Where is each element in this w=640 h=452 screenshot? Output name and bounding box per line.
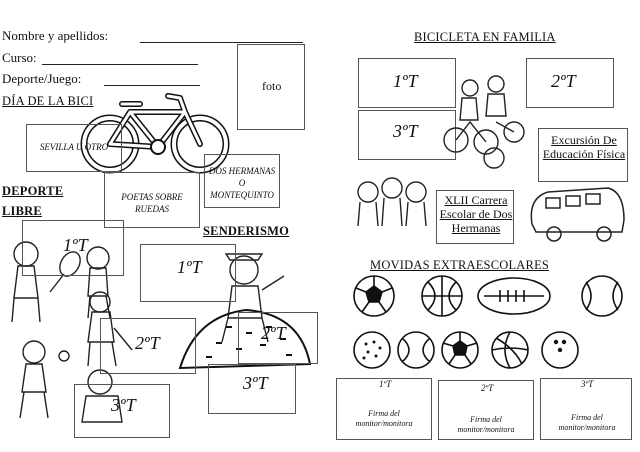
dos-hermanas-label: DOS HERMANAS O MONTEQUINTO [208, 166, 276, 200]
poetas-label: POETAS SOBRE RUEDAS [121, 192, 183, 214]
signature-term2-text: Firma del monitor/monitora [457, 415, 515, 434]
free-sport-term2-label: 2ºT [135, 333, 160, 353]
balls-bottom-row [350, 328, 634, 374]
bike-day-title: DÍA DE LA BICI [2, 94, 94, 108]
course-field[interactable] [42, 64, 198, 65]
soccer-ball-icon [354, 276, 394, 316]
excursion-box[interactable] [538, 128, 628, 182]
sevilla-box[interactable] [26, 124, 122, 172]
signature-term3-label: 3ºT [581, 379, 594, 389]
free-sport-term1-label: 1ºT [63, 235, 88, 255]
signature-term2-label: 2ºT [481, 383, 494, 393]
signature-term2-box[interactable] [438, 380, 534, 440]
free-sport-term3-label: 3ºT [111, 395, 136, 415]
hiking-term1-label: 1ºT [177, 257, 202, 277]
free-sport-title-1: DEPORTE [2, 184, 64, 198]
signature-term1-box[interactable] [336, 378, 432, 440]
hiking-term2-label: 2ºT [261, 323, 286, 343]
basketball-icon [422, 276, 462, 316]
family-bike-title: BICICLETA EN FAMILIA [414, 30, 556, 44]
sport-label: Deporte/Juego: [2, 71, 82, 86]
signature-term3-box[interactable] [540, 378, 632, 440]
name-field[interactable] [140, 42, 303, 43]
baseball-icon [582, 276, 622, 316]
photo-box[interactable] [237, 44, 305, 130]
volleyball-icon [492, 332, 528, 368]
extra-title: MOVIDAS EXTRAESCOLARES [370, 258, 550, 272]
race-box[interactable] [436, 190, 514, 244]
bowling-ball-icon [542, 332, 578, 368]
photo-label: foto [262, 79, 282, 93]
hiking-term2-box[interactable] [238, 312, 318, 364]
race-label: XLII Carrera Escolar de Dos Hermanas [439, 193, 513, 235]
free-sport-title-2: LIBRE [2, 204, 42, 218]
tennis-ball-icon [398, 332, 434, 368]
family-bike-term2-label: 2ºT [551, 71, 576, 91]
signature-term3-text: Firma del monitor/monitora [558, 413, 616, 432]
family-bike-term1-label: 1ºT [393, 71, 418, 91]
hiking-title: SENDERISMO [203, 224, 290, 238]
hiking-term3-label: 3ºT [243, 373, 268, 393]
family-bike-term3-label: 3ºT [393, 121, 418, 141]
hiking-term1-box[interactable] [140, 244, 236, 302]
sport-field[interactable] [104, 85, 200, 86]
kids-group-illustration [352, 178, 442, 228]
free-sport-term2-box[interactable] [100, 318, 196, 374]
sevilla-label: SEVILLA U OTRO [39, 142, 109, 152]
bus-illustration [528, 184, 628, 242]
hiking-term3-box[interactable] [208, 364, 296, 414]
signature-term1-text: Firma del monitor/monitora [355, 409, 413, 428]
family-cyclists-illustration [436, 48, 536, 176]
dos-hermanas-box[interactable] [204, 154, 280, 208]
soccer-ball-icon [442, 332, 478, 368]
golf-ball-icon [354, 332, 390, 368]
excursion-label: Excursión De Educación Física [542, 133, 626, 161]
free-sport-term3-box[interactable] [74, 384, 170, 438]
signature-term1-label: 1ºT [379, 379, 392, 389]
balls-top-row [350, 274, 634, 320]
free-sport-term1-box[interactable] [22, 220, 124, 276]
family-bike-term2-box[interactable] [526, 58, 614, 108]
rugby-ball-icon [478, 278, 550, 314]
course-label: Curso: [2, 50, 37, 65]
name-label: Nombre y apellidos: [2, 28, 109, 43]
